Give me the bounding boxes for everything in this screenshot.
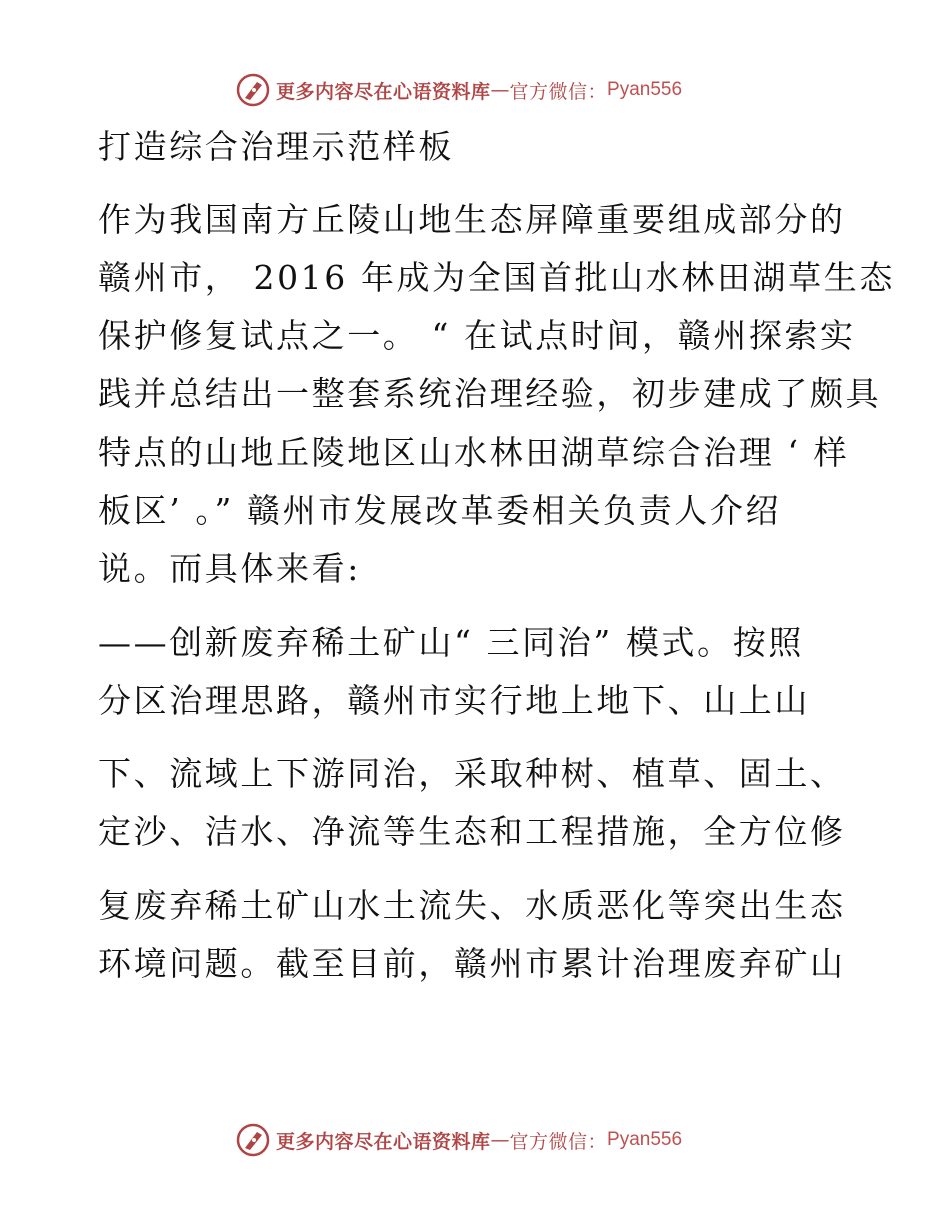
text-line: 特点的山地丘陵地区山水林田湖草综合治理 ‘ 样 (98, 433, 850, 472)
text-line: 复废弃稀土矿山水土流失、水质恶化等突出生态 (98, 886, 846, 925)
pen-nib-circle-icon (236, 73, 270, 107)
text-line: 分区治理思路，赣州市实行地上地下、山上山 (98, 681, 810, 720)
watermark-label: 官方微信： (509, 80, 608, 103)
text-line: 定沙、洁水、净流等生态和工程措施，全方位修 (98, 812, 846, 851)
watermark-separator: — (490, 79, 510, 101)
header-watermark (236, 72, 682, 108)
text-line: ——创新废弃稀土矿山“ 三同治” 模式。按照 (98, 623, 804, 662)
text-line: 保护修复试点之一。 “ 在试点时间，赣州探索实 (98, 316, 856, 355)
watermark-label: 官方微信： (509, 1130, 608, 1153)
text-line: 践并总结出一整套系统治理经验，初步建成了颇具 (98, 374, 882, 413)
text-line: 说。而具体来看: (98, 549, 361, 588)
text-line: 作为我国南方丘陵山地生态屏障重要组成部分的 (98, 200, 846, 239)
text-line: 赣州市， 2016 年成为全国首批山水林田湖草生态 (98, 258, 895, 297)
watermark-handle: Pyan556 (607, 79, 683, 100)
pen-nib-circle-icon (236, 1123, 270, 1157)
document-title: 打造综合治理示范样板 (98, 127, 454, 166)
text-line: 下、流域上下游同治，采取种树、植草、固土、 (98, 754, 846, 793)
watermark-handle: Pyan556 (607, 1129, 683, 1150)
text-line: 环境问题。截至目前，赣州市累计治理废弃矿山 (98, 944, 846, 983)
watermark-separator: — (490, 1129, 510, 1151)
footer-watermark (236, 1122, 682, 1158)
text-line: 板区’ 。” 赣州市发展改革委相关负责人介绍 (98, 491, 782, 530)
watermark-brand: 更多内容尽在心语资料库 (276, 1130, 491, 1153)
watermark-brand: 更多内容尽在心语资料库 (276, 80, 491, 103)
